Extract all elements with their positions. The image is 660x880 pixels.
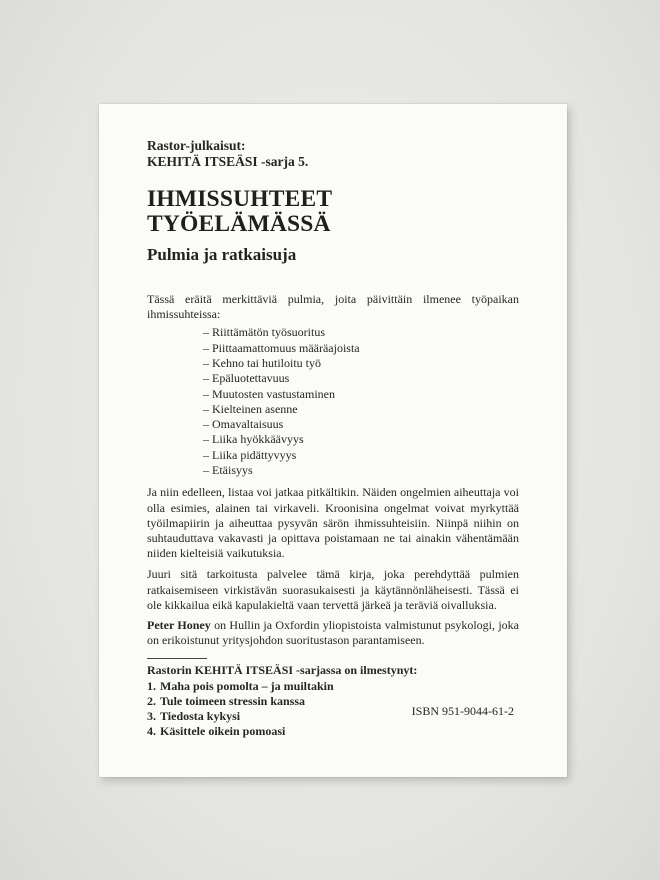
title-line-1: IHMISSUHTEET (147, 186, 333, 212)
divider (147, 658, 207, 659)
description-paragraph-2: Juuri sitä tarkoitusta palvelee tämä kirja, joka perehdyttää pulmien ratkaisemiseen virkistävän suorasukaisesti ja käytännönläheisesti. Tässä ei ole kikkailua eikä kapulakieltä vaan tervettä järkeä ja teräviä oivalluksia. (147, 567, 519, 612)
description-paragraph-1: Ja niin edelleen, listaa voi jatkaa pitkältikin. Näiden ongelmien aiheuttaja voi olla esimies, alainen tai virkaveli. Kroonisina ongelmat voivat myrkyttää työilmapiirin ja aiheuttaa pysyvän särön ihmissuhteisiin. Niinpä niihin on suhtauduttava vakavasti ja opittava poistamaan ne tai ainakin vähentämään niiden kielteisiä vaikutuksia. (147, 485, 519, 561)
issue-item: – Liika pidättyvyys (203, 448, 519, 463)
book-back-cover (99, 104, 567, 777)
publisher-line: Rastor-julkaisut: (147, 138, 246, 153)
author-name: Peter Honey (147, 618, 211, 632)
issue-item: – Riittämätön työsuoritus (203, 325, 519, 340)
isbn-label: ISBN 951-9044-61-2 (411, 704, 514, 718)
issue-item: – Epäluotettavuus (203, 371, 519, 386)
issue-item: – Kielteinen asenne (203, 402, 519, 417)
book-subtitle: Pulmia ja ratkaisuja (147, 245, 297, 264)
series-info (147, 138, 519, 170)
published-item: 1. Maha pois pomolta – ja muiltakin (147, 678, 334, 693)
issue-item: – Kehno tai hutiloitu työ (203, 356, 519, 371)
author-bio: on Hullin ja Oxfordin yliopistoista valmistunut psykologi, joka on erikoistunut yritysjohdon suoritustason parantamiseen. (147, 618, 520, 648)
published-item: 4. Käsittele oikein pomoasi (147, 724, 286, 739)
published-item: 3. Tiedosta kykysi (147, 709, 241, 724)
intro-paragraph: Tässä eräitä merkittäviä pulmia, joita päivittäin ilmenee työpaikan ihmissuhteissa: (147, 292, 519, 322)
issue-item: – Liika hyökkäävyys (203, 432, 519, 447)
series-line: KEHITÄ ITSEÄSI -sarja 5. (147, 154, 309, 169)
issue-item: – Omavaltaisuus (203, 417, 519, 432)
issue-item: – Etäisyys (203, 463, 519, 478)
published-heading: Rastorin KEHITÄ ITSEÄSI -sarjassa on ilmestynyt: (147, 663, 418, 678)
title-line-2: TYÖELÄMÄSSÄ (147, 211, 331, 237)
published-item: 2. Tule toimeen stressin kanssa (147, 693, 306, 708)
issue-list (203, 325, 519, 478)
issue-item: – Piittaamattomuus määräajoista (203, 341, 519, 356)
book-title (147, 187, 519, 237)
author-paragraph (147, 618, 519, 648)
issue-item: – Muutosten vastustaminen (203, 387, 519, 402)
cover-text-block (147, 138, 519, 739)
